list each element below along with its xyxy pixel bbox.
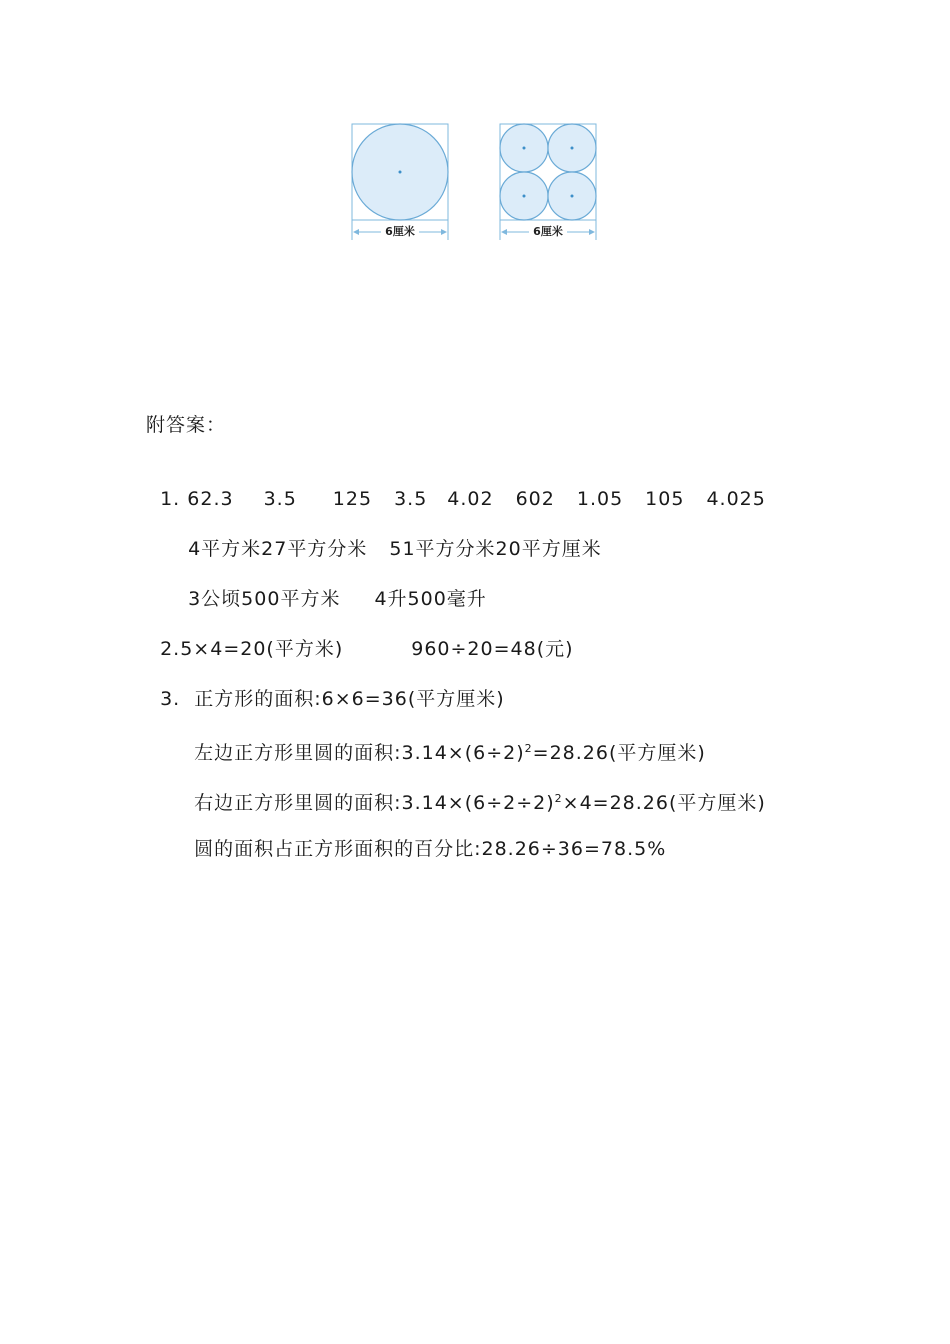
figure-four-circles bbox=[496, 122, 602, 242]
q1-value: 105 bbox=[645, 488, 685, 510]
answers-heading: 附答案： bbox=[146, 414, 227, 436]
q3-line4 bbox=[180, 813, 666, 861]
q2-row bbox=[146, 613, 574, 661]
q3-formula: =28.26(平方厘米) bbox=[532, 742, 706, 764]
q3-formula: 右边正方形里圆的面积:3.14×(6÷2÷2) bbox=[194, 792, 555, 814]
q1-value: 4.025 bbox=[706, 488, 766, 510]
q1-value: 1.05 bbox=[576, 488, 624, 510]
q1-row2 bbox=[174, 513, 602, 561]
q3-formula: ×4=28.26(平方厘米) bbox=[562, 792, 766, 814]
superscript: 2 bbox=[554, 792, 563, 805]
q1-row3 bbox=[174, 563, 487, 611]
q1-value: 602 bbox=[515, 488, 555, 510]
dimension-label: 6厘米 bbox=[533, 225, 563, 238]
q2-formula: 960÷20=48(元) bbox=[411, 638, 574, 660]
q3-formula: 左边正方形里圆的面积:3.14×(6÷2) bbox=[194, 742, 525, 764]
q1-value: 3.5 bbox=[263, 488, 297, 510]
q1-value: 1. 62.3 bbox=[160, 488, 234, 510]
q1-value: 125 bbox=[332, 488, 373, 510]
q3-line3 bbox=[180, 763, 766, 815]
dimension-label: 6厘米 bbox=[385, 225, 415, 238]
q3-formula: 圆的面积占正方形面积的百分比:28.26÷36=78.5% bbox=[194, 838, 667, 860]
q1-value: 4平方米27平方分米 bbox=[188, 538, 368, 560]
q1-row1 bbox=[146, 463, 766, 511]
figure-one-circle bbox=[348, 122, 454, 242]
q1-value: 3公顷500平方米 bbox=[188, 588, 341, 610]
q3-line2 bbox=[180, 713, 706, 765]
q3-number: 3. bbox=[160, 688, 181, 710]
q2-formula: 2.5×4=20(平方米) bbox=[160, 638, 344, 660]
q1-value: 4.02 bbox=[447, 488, 494, 510]
q1-value: 51平方分米20平方厘米 bbox=[389, 538, 602, 560]
q1-value: 3.5 bbox=[394, 488, 428, 510]
q3-line1 bbox=[146, 663, 505, 711]
circle-center-dot bbox=[399, 171, 402, 174]
q3-formula: 正方形的面积:6×6=36(平方厘米) bbox=[194, 688, 505, 710]
superscript: 2 bbox=[524, 742, 533, 755]
q1-value: 4升500毫升 bbox=[374, 588, 487, 610]
